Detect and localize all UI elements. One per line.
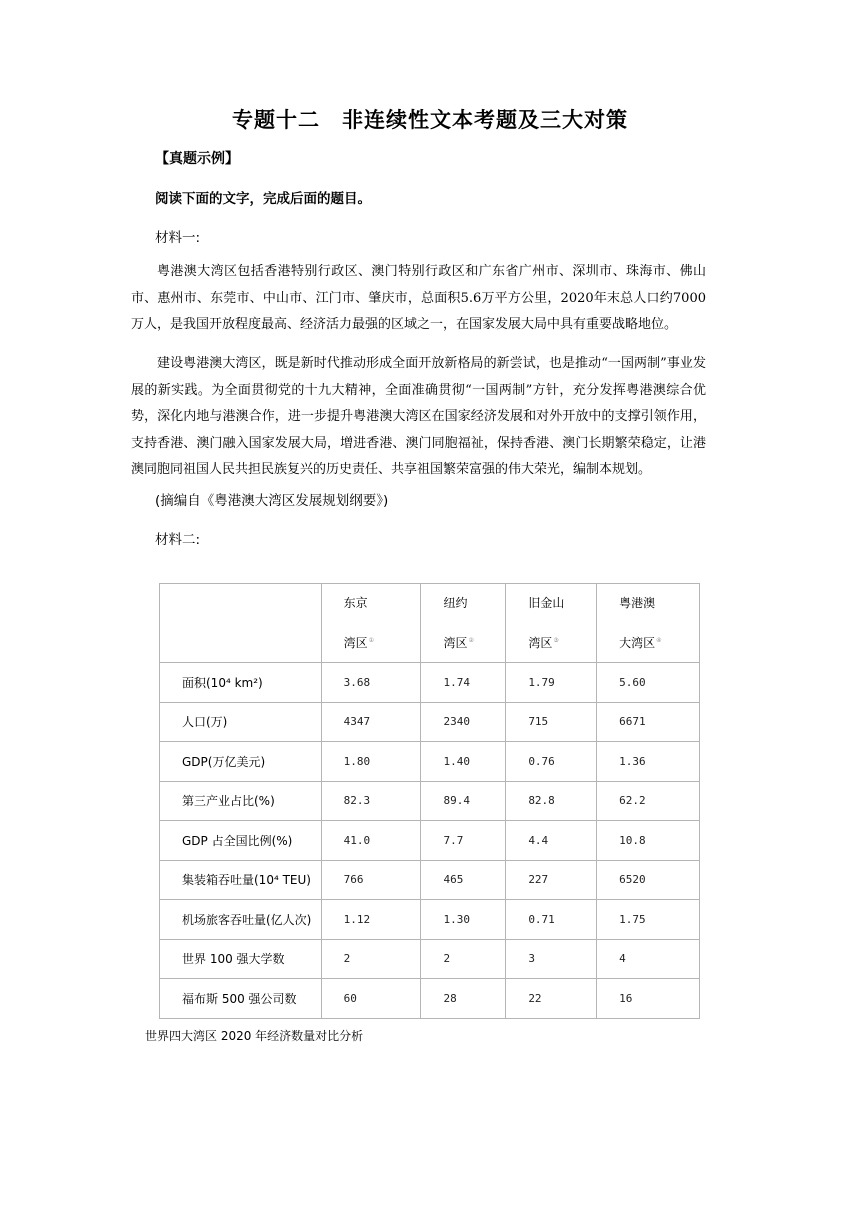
table-cell: 1.74 bbox=[421, 663, 506, 703]
column-header-bottom: 湾区 bbox=[343, 636, 368, 650]
footnote-marker: ① bbox=[368, 637, 375, 644]
table-cell: 89.4 bbox=[421, 781, 506, 821]
table-cell: 3.68 bbox=[321, 663, 421, 703]
table-cell: 0.71 bbox=[506, 900, 597, 940]
table-cell: 16 bbox=[597, 979, 700, 1019]
table-row bbox=[160, 939, 700, 979]
table-cell: 2 bbox=[321, 939, 421, 979]
table-cell: 465 bbox=[421, 860, 506, 900]
column-header-bottom: 大湾区 bbox=[619, 636, 656, 650]
table-cell: 1.36 bbox=[597, 742, 700, 782]
header-blank-cell bbox=[160, 584, 322, 663]
table-cell: 1.75 bbox=[597, 900, 700, 940]
footnote-marker: ④ bbox=[656, 637, 662, 644]
section-label: 【真题示例】 bbox=[155, 151, 239, 167]
row-label: 福布斯 500 强公司数 bbox=[160, 979, 322, 1019]
page-title: 专题十二 非连续性文本考题及三大对策 bbox=[232, 108, 628, 132]
column-header-gba bbox=[597, 584, 700, 663]
column-header-top: 纽约 bbox=[443, 596, 468, 610]
row-label: 第三产业占比(%) bbox=[160, 781, 322, 821]
material-one-paragraph-2: 建设粤港澳大湾区，既是新时代推动形成全面开放新格局的新尝试，也是推动“一国两制”事业发展的新实践。为全面贯彻党的十九大精神，全面准确贯彻“一国两制”方针，充分发挥粤港澳综合优势，深化内地与港澳合作，进一步提升粤港澳大湾区在国家经济发展和对外开放中的支撑引领作用，支持香港、澳门融入国家发展大局，增进香港、澳门同胞福祉，保持香港、澳门长期繁荣稳定，让港澳同胞同祖国人民共担民族复兴的历史责任、共享祖国繁荣富强的伟大荣光，编制本规划。 bbox=[131, 356, 706, 477]
table-cell: 2 bbox=[421, 939, 506, 979]
table-row bbox=[160, 781, 700, 821]
source-citation: (摘编自《粤港澳大湾区发展规划纲要》) bbox=[155, 493, 389, 509]
material-two-label: 材料二: bbox=[155, 532, 201, 548]
column-header-san-francisco bbox=[506, 584, 597, 663]
table-cell: 62.2 bbox=[597, 781, 700, 821]
table-caption: 世界四大湾区 2020 年经济数量对比分析 bbox=[145, 1029, 364, 1043]
table-cell: 1.80 bbox=[321, 742, 421, 782]
row-label: 集装箱吞吐量(10⁴ TEU) bbox=[160, 860, 322, 900]
row-label: GDP 占全国比例(%) bbox=[160, 821, 322, 861]
table-cell: 7.7 bbox=[421, 821, 506, 861]
table-cell: 3 bbox=[506, 939, 597, 979]
table-cell: 1.40 bbox=[421, 742, 506, 782]
table-cell: 4.4 bbox=[506, 821, 597, 861]
column-header-top: 东京 bbox=[343, 596, 368, 610]
table-cell: 41.0 bbox=[321, 821, 421, 861]
table-cell: 1.12 bbox=[321, 900, 421, 940]
table-cell: 5.60 bbox=[597, 663, 700, 703]
material-one-label: 材料一: bbox=[155, 230, 201, 246]
bay-area-comparison-table bbox=[159, 583, 700, 1019]
column-header-top: 粤港澳 bbox=[619, 596, 656, 610]
table-cell: 0.76 bbox=[506, 742, 597, 782]
table-cell: 6520 bbox=[597, 860, 700, 900]
footnote-marker: ② bbox=[468, 637, 474, 644]
table-row bbox=[160, 900, 700, 940]
table-row bbox=[160, 979, 700, 1019]
material-one-paragraph-1: 粤港澳大湾区包括香港特别行政区、澳门特别行政区和广东省广州市、深圳市、珠海市、佛山市、惠州市、东莞市、中山市、江门市、肇庆市，总面积5.6万平方公里，2020年末总人口约7000万人，是我国开放程度最高、经济活力最强的区域之一，在国家发展大局中具有重要战略地位。 bbox=[131, 264, 706, 332]
table-cell: 22 bbox=[506, 979, 597, 1019]
column-header-bottom: 湾区 bbox=[443, 636, 468, 650]
table-cell: 82.8 bbox=[506, 781, 597, 821]
table-row bbox=[160, 702, 700, 742]
instruction-text: 阅读下面的文字，完成后面的题目。 bbox=[155, 191, 371, 207]
table-row bbox=[160, 742, 700, 782]
column-header-new-york bbox=[421, 584, 506, 663]
table-row bbox=[160, 821, 700, 861]
table-cell: 715 bbox=[506, 702, 597, 742]
table-cell: 227 bbox=[506, 860, 597, 900]
table-cell: 4 bbox=[597, 939, 700, 979]
table-row bbox=[160, 860, 700, 900]
table-cell: 82.3 bbox=[321, 781, 421, 821]
table-cell: 6671 bbox=[597, 702, 700, 742]
table-cell: 4347 bbox=[321, 702, 421, 742]
table-header-row bbox=[160, 584, 700, 663]
row-label: 人口(万) bbox=[160, 702, 322, 742]
table-row bbox=[160, 663, 700, 703]
table-cell: 60 bbox=[321, 979, 421, 1019]
column-header-tokyo bbox=[321, 584, 421, 663]
table-cell: 10.8 bbox=[597, 821, 700, 861]
table-cell: 28 bbox=[421, 979, 506, 1019]
table-cell: 766 bbox=[321, 860, 421, 900]
row-label: 机场旅客吞吐量(亿人次) bbox=[160, 900, 322, 940]
row-label: 世界 100 强大学数 bbox=[160, 939, 322, 979]
table-cell: 1.30 bbox=[421, 900, 506, 940]
table-cell: 1.79 bbox=[506, 663, 597, 703]
row-label: 面积(10⁴ km²) bbox=[160, 663, 322, 703]
footnote-marker: ③ bbox=[553, 637, 559, 644]
column-header-top: 旧金山 bbox=[528, 596, 565, 610]
table-cell: 2340 bbox=[421, 702, 506, 742]
column-header-bottom: 湾区 bbox=[528, 636, 553, 650]
row-label: GDP(万亿美元) bbox=[160, 742, 322, 782]
